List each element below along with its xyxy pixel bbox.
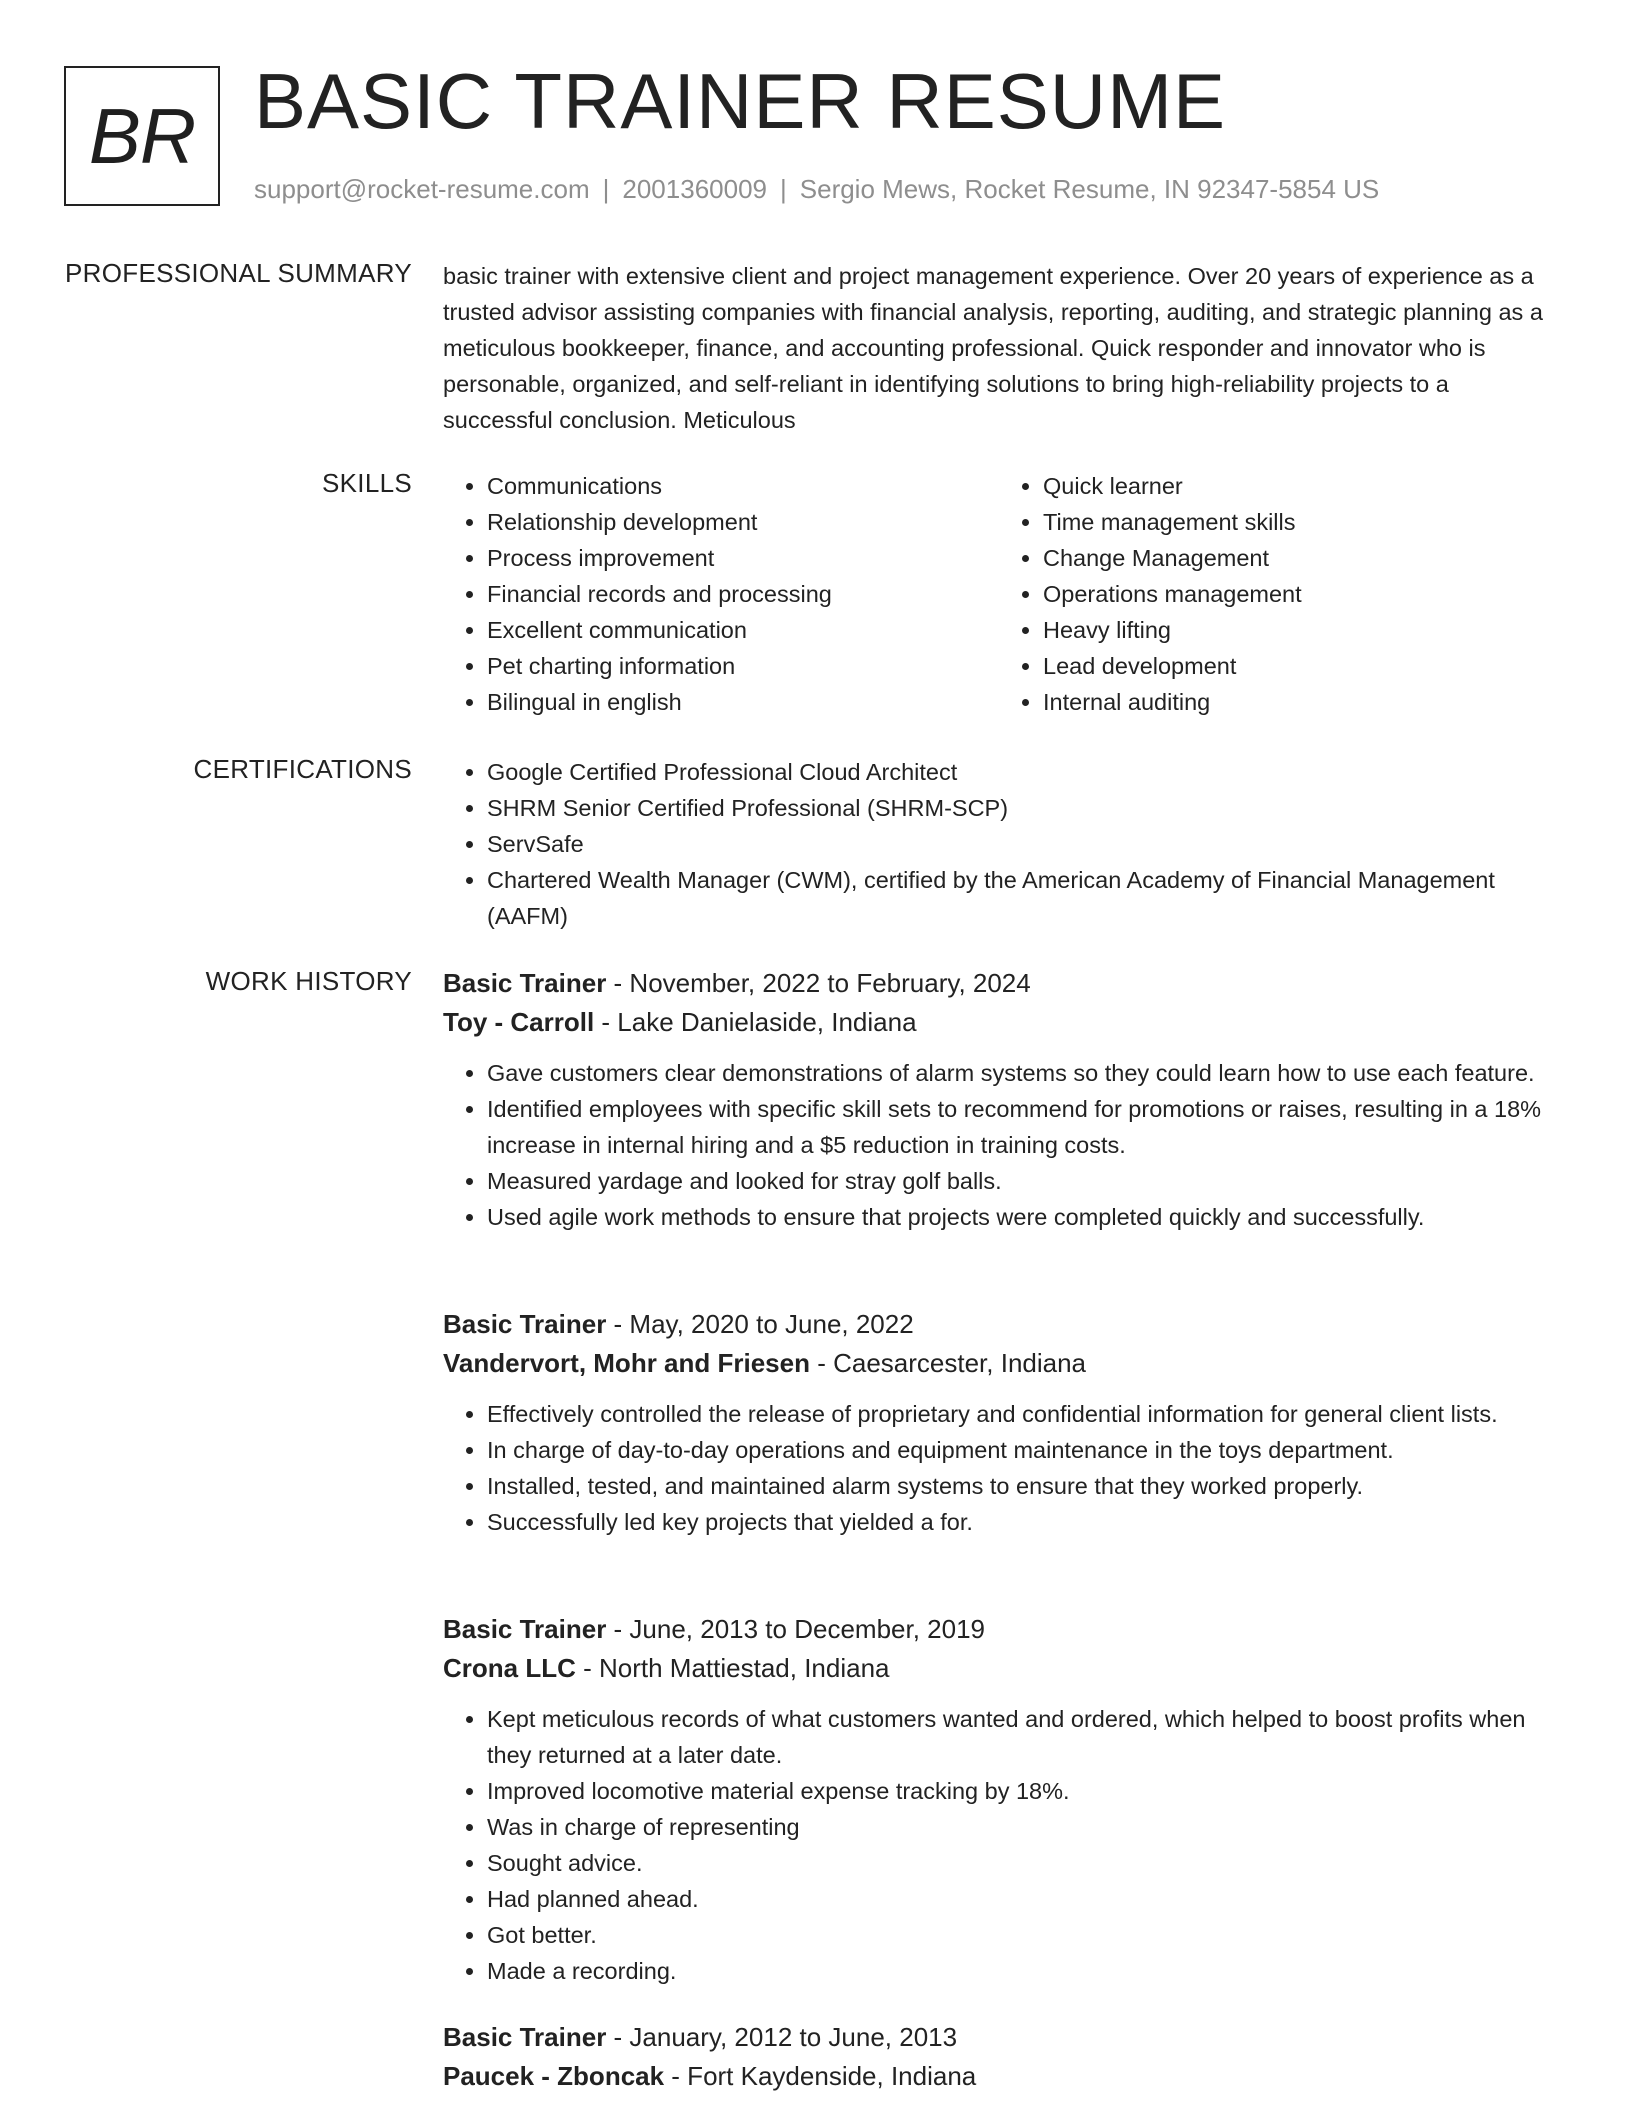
summary-heading: PROFESSIONAL SUMMARY [65,258,412,288]
job-company-line [443,1344,1555,1383]
contact-separator: | [780,174,787,204]
job-company-line [443,2057,1555,2096]
job-bullet: • Improved locomotive material expense tracking by 18%. [487,1773,1555,1809]
job-bullet: • Successfully led key projects that yielded a for. [487,1504,1555,1540]
contact-email[interactable]: support@rocket-resume.com [254,174,590,204]
job-bullet: • In charge of day-to-day operations and equipment maintenance in the toys department. [487,1432,1555,1468]
job-bullet: • Sought advice. [487,1845,1555,1881]
job-bullet: • Had planned ahead. [487,1881,1555,1917]
job-title-line [443,1610,1555,1649]
certification-item: • Google Certified Professional Cloud Architect [487,754,1555,790]
job-company: Vandervort, Mohr and Friesen [443,1348,810,1378]
certifications-list [443,754,1555,934]
skill-item: • Lead development [1043,648,1555,684]
job-bullets [443,1701,1555,1989]
job-bullet: • Gave customers clear demonstrations of alarm systems so they could learn how to use each feature. [487,1055,1555,1091]
contact-address: Sergio Mews, Rocket Resume, IN 92347-5854 US [799,174,1380,204]
skills-heading: SKILLS [322,468,412,498]
skill-item: • Change Management [1043,540,1555,576]
job-title-line [443,1305,1555,1344]
job-location: - Fort Kaydenside, Indiana [664,2061,977,2091]
job-company: Paucek - Zboncak [443,2061,665,2091]
certification-item: • SHRM Senior Certified Professional (SHRM-SCP) [487,790,1555,826]
job-title: Basic Trainer [443,968,607,998]
skill-item: • Process improvement [487,540,999,576]
job-bullet: • Was in charge of representing [487,1809,1555,1845]
skill-item: • Heavy lifting [1043,612,1555,648]
job-bullet: • Effectively controlled the release of proprietary and confidential information for general client lists. [487,1396,1555,1432]
skill-item: • Time management skills [1043,504,1555,540]
job-bullet: • Used agile work methods to ensure that projects were completed quickly and successfully. [487,1199,1555,1235]
certification-item: • ServSafe [487,826,1555,862]
job-location: - North Mattiestad, Indiana [575,1653,890,1683]
job-title-line [443,2018,1555,2057]
job-title-line [443,964,1555,1003]
contact-line [254,174,1379,205]
skill-item: • Relationship development [487,504,999,540]
skill-item: • Operations management [1043,576,1555,612]
skills-list-left [443,468,999,720]
job-company-line [443,1649,1555,1688]
job-bullet: • Measured yardage and looked for stray golf balls. [487,1163,1555,1199]
job-company: Crona LLC [443,1653,576,1683]
job-dates: - May, 2020 to June, 2022 [606,1309,914,1339]
job-bullet: • Kept meticulous records of what customers wanted and ordered, which helped to boost profits when they returned at a later date. [487,1701,1555,1773]
job-location: - Lake Danielaside, Indiana [594,1007,917,1037]
job-location: - Caesarcester, Indiana [809,1348,1087,1378]
job-bullet: • Identified employees with specific skill sets to recommend for promotions or raises, resulting in a 18% increase in internal hiring and a $5 reduction in training costs. [487,1091,1555,1163]
job-bullet: • Made a recording. [487,1953,1555,1989]
contact-separator: | [602,174,610,204]
contact-phone[interactable]: 2001360009 [622,174,767,204]
job-bullets [443,1396,1555,1540]
job-dates: - November, 2022 to February, 2024 [606,968,1031,998]
job-bullets [443,1055,1555,1235]
job-dates: - June, 2013 to December, 2019 [606,1614,986,1644]
resume-title: BASIC TRAINER RESUME [254,57,1227,145]
certifications-heading: CERTIFICATIONS [193,754,412,784]
job-bullet: • Installed, tested, and maintained alarm systems to ensure that they worked properly. [487,1468,1555,1504]
skill-item: • Quick learner [1043,468,1555,504]
job-title: Basic Trainer [443,1614,607,1644]
monogram-logo: BR [64,66,220,206]
skill-item: • Internal auditing [1043,684,1555,720]
job-title: Basic Trainer [443,2022,607,2052]
job-company-line [443,1003,1555,1042]
work-history-heading: WORK HISTORY [205,966,412,996]
skill-item: • Pet charting information [487,648,999,684]
certification-item: • Chartered Wealth Manager (CWM), certified by the American Academy of Financial Management (AAFM) [487,862,1555,934]
job-bullet: • Got better. [487,1917,1555,1953]
skill-item: • Excellent communication [487,612,999,648]
skills-list-right [999,468,1555,720]
job-title: Basic Trainer [443,1309,607,1339]
skill-item: • Communications [487,468,999,504]
job-company: Toy - Carroll [443,1007,595,1037]
summary-text: basic trainer with extensive client and project management experience. Over 20 years of experience as a trusted advisor assisting companies with financial analysis, reporting, auditing, and strategic planning as a meticulous bookkeeper, finance, and accounting professional. Quick responder and innovator who is personable, organized, and self-reliant in identifying solutions to bring high-reliability projects to a successful conclusion. Meticulous [443,263,1543,433]
skill-item: • Financial records and processing [487,576,999,612]
job-dates: - January, 2012 to June, 2013 [606,2022,958,2052]
skill-item: • Bilingual in english [487,684,999,720]
